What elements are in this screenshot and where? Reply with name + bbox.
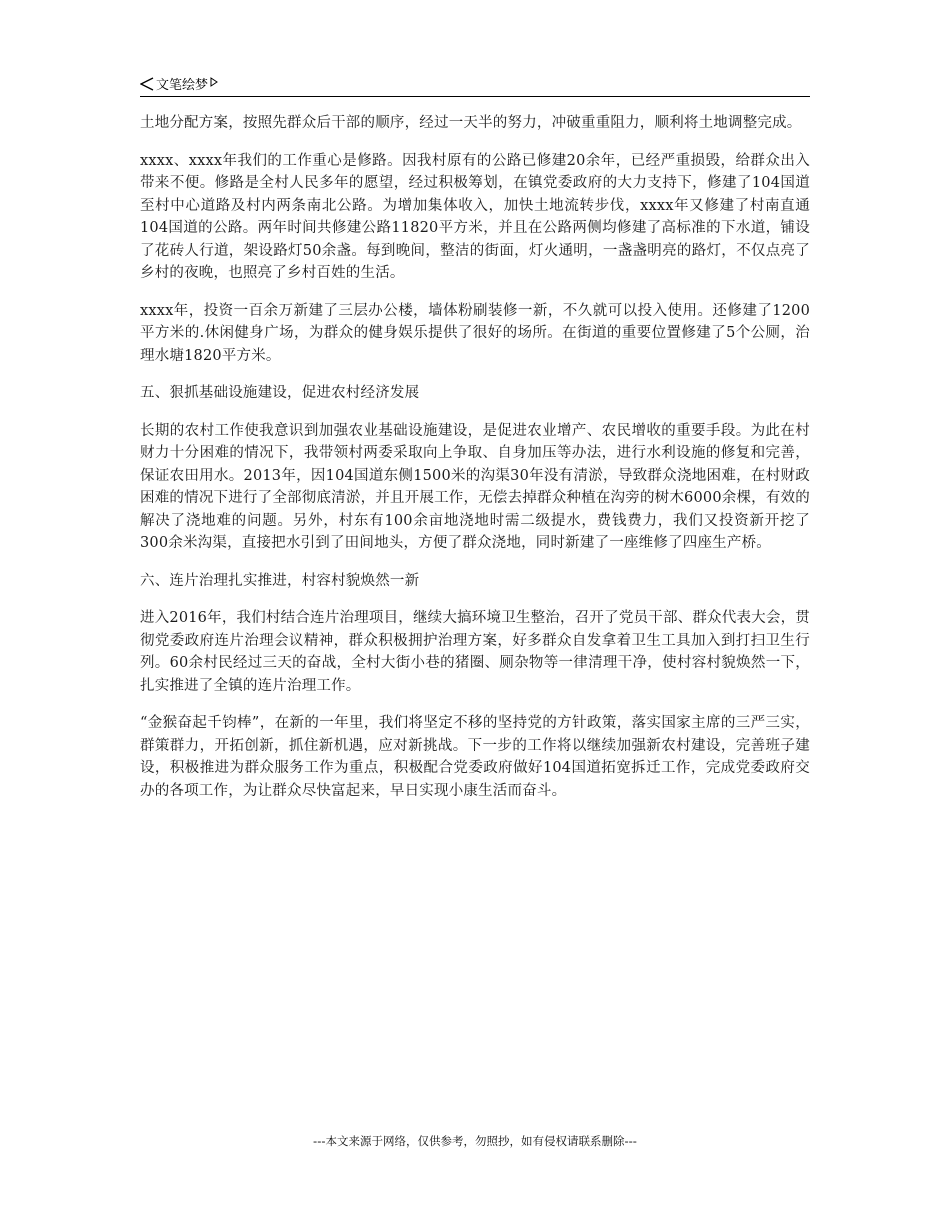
paragraph: 土地分配方案，按照先群众后干部的顺序，经过一天半的努力，冲破重重阻力，顺利将土地调整完成。 bbox=[140, 115, 802, 131]
paragraph: xxxx、xxxx年我们的工作重心是修路。因我村原有的公路已修建20余年，已经严重损毁，给群众出入带来不便。修路是全村人民多年的愿望，经过积极筹划，在镇党委政府的大力支持下，修建了104国道至村中心道路及村内两条南北公路。为增加集体收入，加快土地流转步伐，xxxx年又修建了村南直通104国道的公路。两年时间共修建公路11820平方米，并且在公路两侧均修建了高标准的下水道，铺设了花砖人行道，架设路灯50余盏。每到晚间，整洁的街面，灯火通明，一盏盏明亮的路灯，不仅点亮了乡村的夜晚，也照亮了乡村百姓的生活。 bbox=[140, 152, 810, 281]
section-heading: 五、狠抓基础设施建设，促进农村经济发展 bbox=[140, 385, 420, 401]
paragraph: xxxx年，投资一百余万新建了三层办公楼，墙体粉刷装修一新，不久就可以投入使用。还修建了1200平方米的.休闲健身广场，为群众的健身娱乐提供了很好的场所。在街道的重要位置修建了5个公厕，治理水塘1820平方米。 bbox=[140, 302, 810, 364]
triangle-left-icon bbox=[140, 77, 154, 91]
disclaimer-footer: ---本文来源于网络，仅供参考，勿照抄，如有侵权请联系删除--- bbox=[313, 1134, 637, 1148]
page-header bbox=[140, 72, 810, 97]
paragraph: 进入2016年，我们村结合连片治理项目，继续大搞环境卫生整治，召开了党员干部、群众代表大会，贯彻党委政府连片治理会议精神，群众积极拥护治理方案，好多群众自发拿着卫生工具加入到打扫卫生行列。60余村民经过三天的奋战，全村大街小巷的猪圈、厕杂物等一律清理干净，使村容村貌焕然一下，扎实推进了全镇的连片治理工作。 bbox=[140, 610, 810, 694]
document-body bbox=[140, 112, 810, 817]
brand-logo bbox=[140, 74, 218, 93]
triangle-right-icon bbox=[210, 77, 218, 87]
logo-text: 文笔绘梦 bbox=[156, 78, 209, 93]
section-heading: 六、连片治理扎实推进，村容村貌焕然一新 bbox=[140, 572, 420, 589]
paragraph: “金猴奋起千钧棒”，在新的一年里，我们将坚定不移的坚持党的方针政策，落实国家主席的三严三实，群策群力，开拓创新，抓住新机遇，应对新挑战。下一步的工作将以继续加强新农村建设，完善班子建设，积极推进为群众服务工作为重点，积极配合党委政府做好104国道拓宽拆迁工作，完成党委政府交办的各项工作，为让群众尽快富起来，早日实现小康生活而奋斗。 bbox=[140, 715, 810, 799]
paragraph: 长期的农村工作使我意识到加强农业基础设施建设，是促进农业增产、农民增收的重要手段。为此在村财力十分困难的情况下，我带领村两委采取向上争取、自身加压等办法，进行水利设施的修复和完善，保证农田用水。2013年，因104国道东侧1500米的沟渠30年没有清淤，导致群众浇地困难，在村财政困难的情况下进行了全部彻底清淤，并且开展工作，无偿去掉群众种植在沟旁的树木6000余棵，有效的解决了浇地难的问题。另外，村东有100余亩地浇地时需二级提水，费钱费力，我们又投资新开挖了300余米沟渠，直接把水引到了田间地头，方便了群众浇地，同时新建了一座维修了四座生产桥。 bbox=[140, 422, 810, 551]
